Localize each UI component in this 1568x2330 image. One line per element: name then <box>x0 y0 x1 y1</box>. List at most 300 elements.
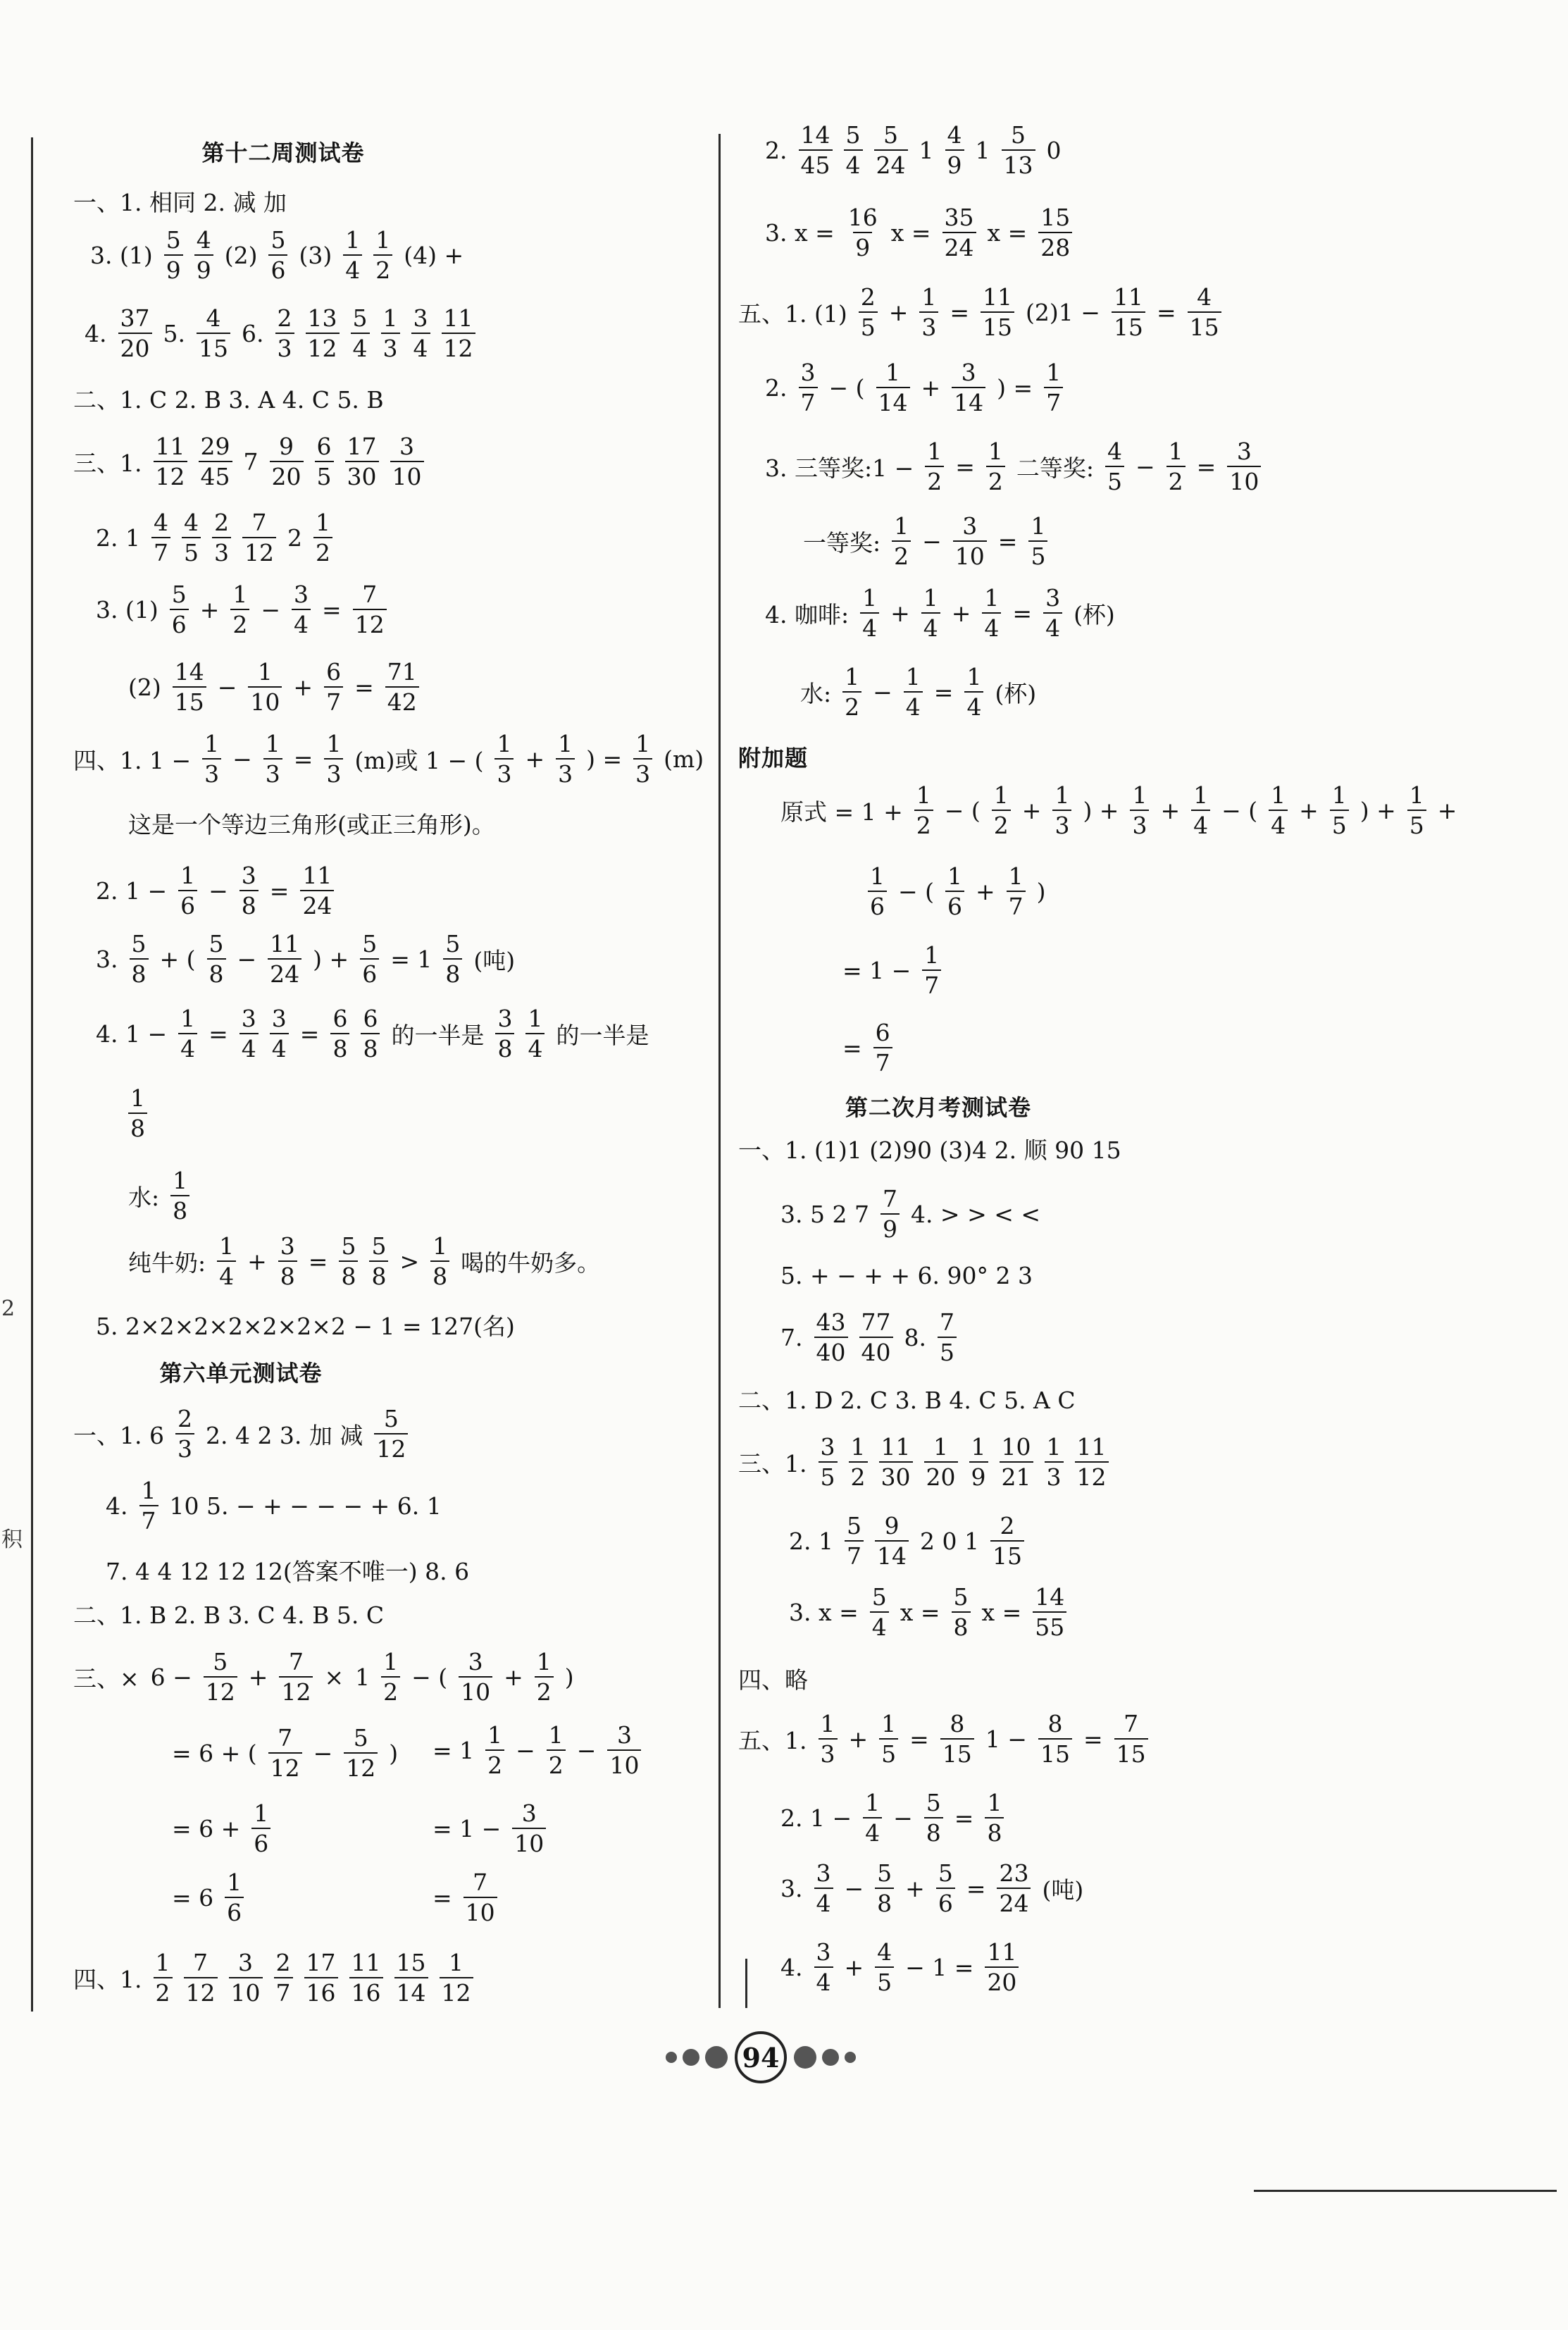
denominator: 12 <box>204 1676 237 1704</box>
denominator: 6 <box>936 1888 955 1915</box>
numerator: 1 <box>219 1232 235 1260</box>
answer-text: (杯) <box>995 679 1037 707</box>
fraction <box>842 665 861 719</box>
fraction <box>390 435 424 488</box>
numerator: 1 <box>130 1084 145 1112</box>
denominator: 3 <box>633 758 652 786</box>
denominator: 9 <box>945 149 964 177</box>
denominator: 5 <box>879 1738 898 1766</box>
section-title: 第二次月考测试卷 <box>845 1094 1032 1121</box>
denominator: 8 <box>339 1260 358 1288</box>
numerator: 5 <box>371 1232 387 1260</box>
numerator: 1 <box>850 1433 866 1461</box>
denominator: 10 <box>459 1676 492 1704</box>
denominator: 6 <box>268 254 287 282</box>
denominator: 24 <box>268 958 301 986</box>
numerator: 35 <box>944 204 974 231</box>
fraction <box>463 1871 497 1924</box>
fraction <box>881 1187 900 1241</box>
denominator: 3 <box>275 333 294 360</box>
fraction <box>130 932 149 986</box>
denominator: 8 <box>278 1260 297 1288</box>
fraction <box>251 1799 270 1857</box>
fraction <box>922 943 941 997</box>
denominator: 4 <box>270 1033 289 1060</box>
fraction <box>879 1435 913 1489</box>
numerator: 1 <box>536 1648 552 1675</box>
answer-text: = <box>293 745 313 773</box>
answer-text: = 1 <box>390 945 433 973</box>
numerator: 1 <box>180 1005 196 1032</box>
denominator: 4 <box>982 612 1001 640</box>
answer-text: x = <box>987 218 1028 247</box>
denominator: 7 <box>845 1540 864 1568</box>
numerator: 3 <box>399 433 414 460</box>
denominator: 8 <box>239 890 259 917</box>
numerator: 5 <box>883 121 898 149</box>
denominator: 5 <box>875 1966 894 1994</box>
numerator: 6 <box>326 658 342 686</box>
denominator: 8 <box>430 1260 449 1288</box>
fraction <box>300 864 334 917</box>
fraction <box>373 228 392 282</box>
fraction <box>242 511 276 564</box>
fraction <box>936 1861 955 1915</box>
denominator: 4 <box>921 612 940 640</box>
numerator: 1 <box>921 283 937 311</box>
denominator: 12 <box>1075 1461 1109 1489</box>
numerator: 1 <box>635 730 651 757</box>
numerator: 2 <box>275 1949 291 1976</box>
answer-text: 6 − <box>150 1663 192 1691</box>
numerator: 7 <box>1124 1710 1139 1737</box>
numerator: 5 <box>846 1512 861 1539</box>
answer-text: 4. 咖啡: <box>765 600 850 628</box>
answer-text: x = <box>981 1598 1022 1626</box>
denominator: 3 <box>919 311 938 339</box>
denominator: 12 <box>268 1752 302 1780</box>
numerator: 1 <box>947 862 963 890</box>
answer-text: = 6 + <box>172 1814 241 1842</box>
denominator: 3 <box>494 758 514 786</box>
edge-mark-2: 2 <box>1 1296 15 1321</box>
fraction <box>485 1723 504 1777</box>
numerator: 43 <box>816 1308 846 1336</box>
answer-text: = <box>1012 599 1033 627</box>
fraction <box>270 1007 289 1060</box>
numerator: 7 <box>251 509 267 536</box>
fraction <box>938 1310 957 1364</box>
answer-text: + <box>248 1663 268 1691</box>
answer-text: = <box>997 527 1018 555</box>
numerator: 1 <box>988 438 1003 465</box>
answer-text: × <box>324 1663 344 1691</box>
fraction <box>846 206 880 259</box>
answer-text: (杯) <box>1074 600 1115 628</box>
denominator: 5 <box>1028 540 1047 568</box>
answer-text: 2 0 1 <box>919 1527 979 1555</box>
numerator: 3 <box>294 581 309 608</box>
denominator: 3 <box>175 1433 194 1461</box>
fraction <box>164 228 183 282</box>
denominator: 10 <box>953 540 987 568</box>
answer-text: 3. (1) <box>96 595 158 624</box>
denominator: 12 <box>353 609 387 636</box>
denominator: 14 <box>952 387 985 414</box>
denominator: 12 <box>242 537 276 564</box>
numerator: 1 <box>923 584 938 612</box>
denominator: 3 <box>324 758 343 786</box>
fraction <box>204 1650 237 1704</box>
numerator: 5 <box>362 930 378 958</box>
answer-text: 三、1. <box>738 1449 807 1477</box>
denominator: 2 <box>925 466 944 493</box>
fraction <box>607 1723 641 1777</box>
answer-text: 二等奖: <box>1016 454 1095 482</box>
fraction <box>1028 514 1047 568</box>
fraction <box>1007 862 1026 920</box>
answer-text: = <box>1083 1725 1103 1753</box>
numerator: 9 <box>279 433 294 460</box>
denominator: 10 <box>463 1897 497 1924</box>
answer-text: = <box>209 1020 228 1048</box>
answer-text: 4. <box>780 1953 803 1981</box>
answer-text: 2. 1 <box>789 1527 833 1555</box>
answer-text: = <box>955 452 975 481</box>
fraction <box>945 862 964 920</box>
fraction <box>343 228 362 282</box>
numerator: 1 <box>383 1648 399 1675</box>
fraction <box>230 583 249 636</box>
fraction <box>178 864 197 917</box>
numerator: 17 <box>347 433 377 460</box>
denominator: 8 <box>361 1033 380 1060</box>
numerator: 5 <box>871 1583 887 1611</box>
denominator: 8 <box>130 958 149 986</box>
answer-text: 纯牛奶: <box>128 1248 206 1277</box>
denominator: 24 <box>874 149 908 177</box>
denominator: 7 <box>151 537 170 564</box>
numerator: 11 <box>987 1938 1017 1966</box>
answer-text: − <box>237 945 257 973</box>
fraction <box>268 228 287 282</box>
denominator: 3 <box>556 758 575 786</box>
numerator: 15 <box>396 1949 426 1976</box>
answer-text: 0 <box>1046 136 1062 164</box>
answer-text: − ( <box>944 796 981 824</box>
answer-text: 5. 2×2×2×2×2×2×2 − 1 = 127(名) <box>96 1312 515 1340</box>
fraction <box>313 511 332 564</box>
fraction <box>351 306 370 360</box>
numerator: 3 <box>800 359 816 386</box>
answer-text: = <box>308 1247 328 1275</box>
denominator: 4 <box>178 1033 197 1060</box>
fraction <box>184 1949 218 2007</box>
denominator: 5 <box>1407 810 1426 837</box>
numerator: 8 <box>1047 1710 1063 1737</box>
answer-text: = <box>1156 298 1176 326</box>
denominator: 2 <box>892 540 911 568</box>
fraction <box>985 1940 1019 1994</box>
fraction <box>1114 1712 1148 1766</box>
numerator: 3 <box>241 862 256 889</box>
fraction <box>1038 206 1072 259</box>
numerator: 4 <box>947 121 962 149</box>
numerator: 3 <box>271 1005 287 1032</box>
fraction <box>275 306 294 360</box>
answer-text: 2 <box>287 523 302 552</box>
fraction <box>1038 1712 1072 1766</box>
answer-text: = <box>842 1034 862 1062</box>
numerator: 3 <box>241 1005 256 1032</box>
fraction <box>925 440 944 493</box>
fraction <box>997 1861 1031 1915</box>
fraction <box>292 583 311 636</box>
fraction <box>1130 783 1149 837</box>
denominator: 14 <box>875 1540 909 1568</box>
answer-text: (吨) <box>473 946 516 974</box>
denominator: 3 <box>202 758 221 786</box>
fraction <box>952 1585 971 1639</box>
fraction <box>535 1650 554 1704</box>
numerator: 3 <box>961 359 976 386</box>
denominator: 2 <box>230 609 249 636</box>
denominator: 3 <box>263 758 282 786</box>
fraction <box>495 1007 514 1060</box>
numerator: 1 <box>449 1949 463 1976</box>
answer-text: − <box>232 745 252 773</box>
answer-text: + ( <box>159 945 196 973</box>
numerator: 1 <box>265 730 280 757</box>
answer-text: 8. <box>904 1323 926 1351</box>
denominator: 40 <box>859 1337 893 1364</box>
fraction <box>874 123 908 177</box>
answer-text: + <box>888 298 909 326</box>
answer-text: − ( <box>898 877 935 905</box>
numerator: 1 <box>1046 1433 1062 1461</box>
fraction <box>1105 440 1124 493</box>
answer-text: 2. 1 − <box>780 1804 852 1832</box>
answer-text: ) + <box>1359 796 1396 824</box>
answer-text: 一、1. (1)1 (2)90 (3)4 2. 顺 90 15 <box>738 1136 1121 1164</box>
answer-text: − <box>217 673 237 701</box>
fraction <box>952 361 985 414</box>
answer-text: 3. x = <box>765 218 835 247</box>
numerator: 1 <box>1409 781 1424 809</box>
fraction <box>512 1799 546 1857</box>
fraction <box>170 583 189 636</box>
fraction <box>248 660 282 714</box>
answer-text: 4. > > < < <box>910 1200 1040 1228</box>
answer-text: + <box>199 595 220 624</box>
numerator: 10 <box>1001 1433 1031 1461</box>
fraction <box>330 1007 349 1060</box>
dot-decoration <box>705 2046 728 2069</box>
answer-text: 这是一个等边三角形(或正三角形)。 <box>128 810 495 838</box>
dot-decoration <box>683 2049 699 2066</box>
fraction <box>374 1407 408 1461</box>
numerator: 1 <box>1168 438 1183 465</box>
denominator: 8 <box>924 1817 943 1845</box>
left-column-rule <box>31 137 33 2012</box>
numerator: 11 <box>155 433 185 460</box>
answer-text: = 6 <box>172 1883 214 1911</box>
numerator: 5 <box>938 1859 953 1887</box>
fraction <box>982 586 1001 640</box>
denominator: 4 <box>525 1033 545 1060</box>
numerator: 1 <box>885 359 901 386</box>
fraction <box>904 665 923 719</box>
denominator: 15 <box>1114 1738 1148 1766</box>
fraction <box>924 1791 943 1845</box>
numerator: 1 <box>987 1789 1002 1816</box>
denominator: 16 <box>349 1977 383 2004</box>
numerator: 7 <box>473 1869 488 1896</box>
denominator: 16 <box>304 1977 338 2004</box>
answer-text: 1 <box>919 136 934 164</box>
denominator: 10 <box>1227 466 1261 493</box>
numerator: 7 <box>882 1185 897 1213</box>
answer-text: 4. <box>85 319 107 347</box>
fraction <box>799 123 833 177</box>
fraction <box>992 783 1011 837</box>
numerator: 5 <box>1011 121 1026 149</box>
fraction <box>1052 783 1071 837</box>
numerator: 11 <box>1113 283 1143 311</box>
fraction <box>178 1007 197 1060</box>
fraction <box>349 1949 383 2007</box>
numerator: 1 <box>1271 781 1286 809</box>
fraction <box>154 435 187 488</box>
numerator: 1 <box>558 730 573 757</box>
fraction <box>128 1086 147 1140</box>
answer-text: 3. <box>96 945 118 973</box>
answer-text: = 1 − <box>842 956 911 984</box>
answer-text: 10 5. − + − − − + 6. 1 <box>169 1492 442 1520</box>
denominator: 6 <box>225 1897 244 1924</box>
answer-text: (2) <box>224 241 258 269</box>
denominator: 4 <box>870 1611 889 1639</box>
answer-text: = <box>269 876 290 905</box>
denominator: 6 <box>360 958 379 986</box>
fraction <box>324 660 343 714</box>
numerator: 11 <box>983 283 1013 311</box>
numerator: 15 <box>1040 204 1071 231</box>
answer-text: + <box>890 599 910 627</box>
denominator: 12 <box>344 1752 378 1780</box>
fraction <box>525 1007 545 1060</box>
numerator: 4 <box>877 1938 892 1966</box>
numerator: 3 <box>413 304 428 332</box>
answer-text: = 6 + ( <box>172 1739 257 1767</box>
answer-text: − ( <box>828 373 865 402</box>
fraction <box>304 1949 338 2007</box>
fraction <box>1227 440 1261 493</box>
numerator: 1 <box>548 1721 564 1749</box>
denominator: 20 <box>985 1966 1019 1994</box>
answer-text: + <box>848 1725 869 1753</box>
fraction <box>139 1477 158 1535</box>
fraction <box>990 1514 1024 1568</box>
denominator: 6 <box>868 891 887 918</box>
numerator: 3 <box>816 1859 831 1887</box>
answer-text: ) = <box>997 373 1033 402</box>
fraction <box>381 306 400 360</box>
denominator: 10 <box>512 1828 546 1855</box>
answer-text: + <box>1299 796 1319 824</box>
denominator: 6 <box>251 1828 270 1855</box>
answer-text: 原式 = 1 + <box>780 798 903 826</box>
numerator: 5 <box>953 1583 969 1611</box>
bottom-rule <box>1254 2190 1557 2192</box>
fraction <box>443 932 462 986</box>
denominator: 7 <box>922 969 941 997</box>
answer-text: − <box>516 1736 535 1764</box>
fraction <box>849 1435 868 1489</box>
numerator: 14 <box>800 121 830 149</box>
answer-text: ) <box>1036 877 1046 905</box>
answer-text: 的一半是 <box>391 1021 485 1049</box>
fraction <box>942 206 976 259</box>
answer-text: 二、1. B 2. B 3. C 4. B 5. C <box>73 1601 385 1629</box>
fraction <box>154 1949 173 2007</box>
numerator: 7 <box>362 581 378 608</box>
numerator: 1 <box>1331 781 1347 809</box>
numerator: 14 <box>1035 1583 1065 1611</box>
fraction <box>892 514 911 568</box>
numerator: 1 <box>375 226 391 254</box>
fraction <box>118 306 152 360</box>
numerator: 3 <box>1236 438 1252 465</box>
numerator: 1 <box>1054 781 1070 809</box>
answer-text: x = <box>890 218 931 247</box>
section-title: 第六单元测试卷 <box>159 1360 323 1387</box>
denominator: 8 <box>330 1033 349 1060</box>
denominator: 24 <box>997 1888 1031 1915</box>
fraction <box>1269 783 1288 837</box>
fraction <box>442 306 475 360</box>
fraction <box>217 1234 236 1288</box>
denominator: 7 <box>873 1047 892 1074</box>
fraction <box>494 732 514 786</box>
numerator: 1 <box>993 781 1009 809</box>
numerator: 1 <box>1046 359 1062 386</box>
answer-text: 2. <box>765 373 788 402</box>
denominator: 2 <box>992 810 1011 837</box>
answer-text: (2)1 − <box>1026 298 1100 326</box>
answer-text: 2. 1 <box>96 523 140 552</box>
denominator: 4 <box>1043 612 1062 640</box>
answer-text: 2. 4 2 3. 加 减 <box>205 1421 363 1449</box>
answer-text: − ( <box>1221 796 1258 824</box>
numerator: 4 <box>206 304 221 332</box>
answer-text: + <box>293 673 313 701</box>
answer-text: − <box>1135 452 1155 481</box>
fraction <box>860 586 879 640</box>
numerator: 3 <box>1045 584 1061 612</box>
answer-text: 2. <box>765 136 788 164</box>
answer-text: + <box>525 745 545 773</box>
numerator: 6 <box>875 1019 890 1046</box>
denominator: 12 <box>154 461 187 488</box>
denominator: 10 <box>248 686 282 714</box>
numerator: 3 <box>280 1232 295 1260</box>
fraction <box>859 1310 893 1364</box>
answer-text: + <box>1160 796 1181 824</box>
fraction <box>870 1585 889 1639</box>
numerator: 1 <box>927 438 942 465</box>
answer-text: = <box>954 1804 974 1832</box>
